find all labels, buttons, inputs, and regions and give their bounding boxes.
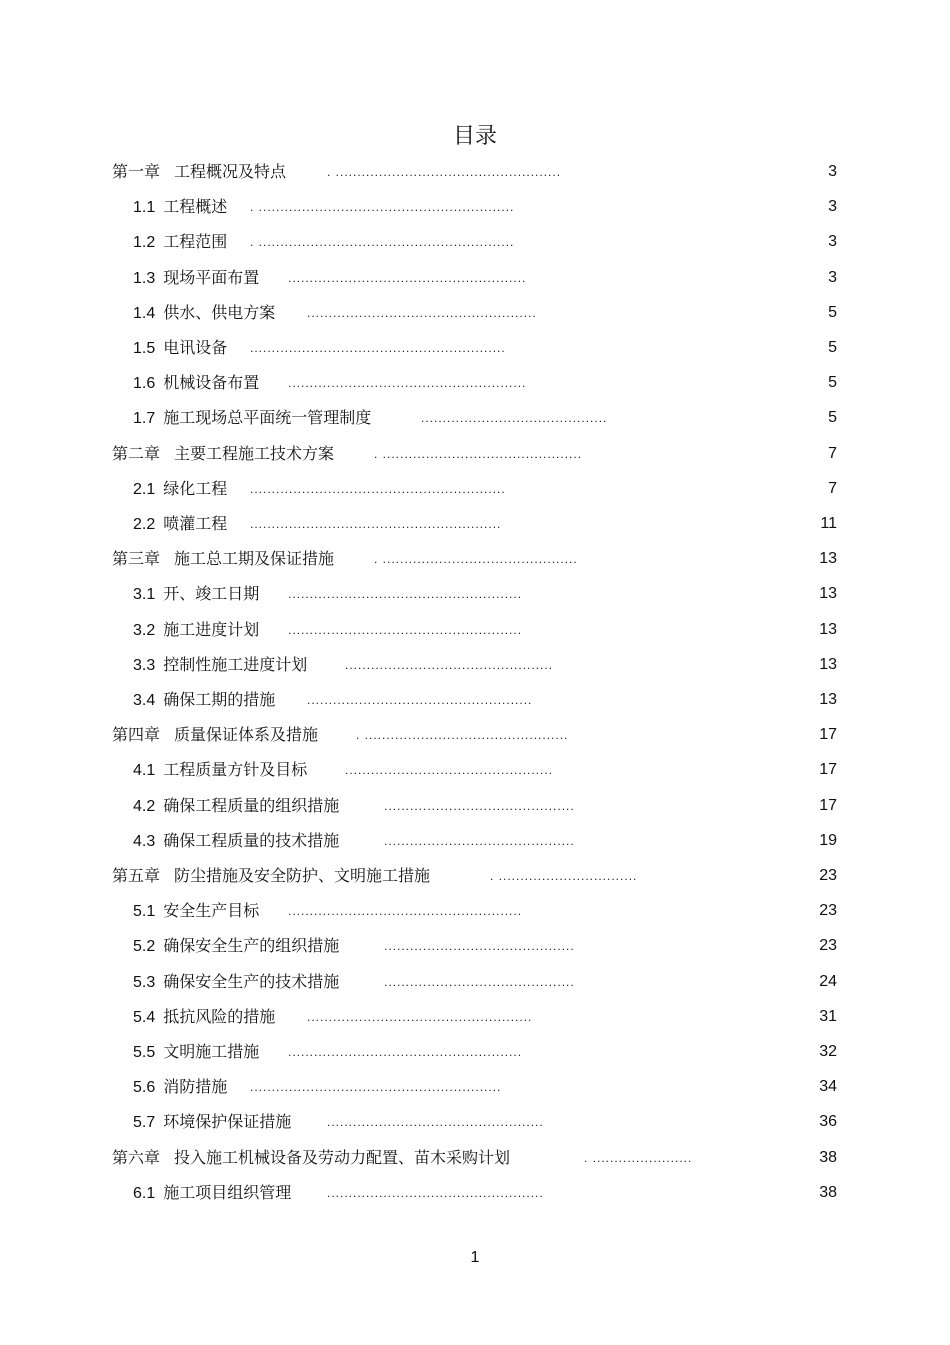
toc-entry-number: 3.3: [133, 656, 156, 674]
toc-entry-title: 控制性施工进度计划: [163, 654, 308, 674]
toc-dot-leader: ......................................................: [288, 622, 523, 637]
toc-section-entry[interactable]: [0, 512, 950, 536]
toc-entry-number: 5.4: [133, 1008, 156, 1026]
toc-entry-title: 环境保护保证措施: [163, 1112, 292, 1132]
toc-entry-title: 质量保证体系及措施: [174, 725, 319, 745]
toc-entry-number: 第四章: [112, 727, 161, 745]
toc-entry-number: 5.7: [133, 1114, 156, 1132]
toc-page-number: 5: [828, 374, 837, 392]
toc-section-entry[interactable]: [0, 195, 950, 219]
toc-dot-leader: ......................................................: [288, 587, 523, 602]
toc-entry-title: 文明施工措施: [163, 1042, 260, 1061]
toc-chapter-entry[interactable]: [0, 864, 950, 888]
toc-dot-leader: .......................................................: [288, 270, 527, 285]
toc-entry-label: [133, 1040, 259, 1065]
toc-entry-number: 1.2: [133, 234, 156, 252]
toc-entry-title: 供水、供电方案: [163, 302, 276, 322]
toc-entry-number: 5.2: [133, 938, 156, 956]
page-title: 目录: [452, 124, 497, 149]
toc-page-number: 34: [819, 1078, 837, 1096]
toc-section-entry[interactable]: [0, 371, 950, 395]
toc-dot-leader: ..................................................: [327, 1115, 544, 1130]
toc-dot-leader: ............................................: [384, 939, 575, 954]
toc-dot-leader: ......................................................: [288, 1045, 523, 1059]
toc-entry-number: 1.4: [133, 304, 156, 322]
page-number: 1: [470, 1249, 480, 1266]
toc-entry-label: [112, 723, 318, 748]
toc-entry-title: 施工现场总平面统一管理制度: [163, 408, 372, 428]
toc-entry-label: [133, 301, 275, 326]
toc-entry-number: 5.5: [133, 1044, 156, 1061]
toc-entry-title: 投入施工机械设备及劳动力配置、苗木采购计划: [174, 1147, 511, 1167]
toc-page-number: 23: [819, 867, 837, 884]
toc-entry-number: 第五章: [112, 868, 161, 885]
toc-section-entry[interactable]: [0, 688, 950, 712]
toc-dot-leader: . .............................................: [374, 552, 578, 567]
toc-dot-leader: ...........................................................: [250, 481, 506, 496]
toc-entry-number: 第一章: [112, 164, 161, 181]
toc-dot-leader: ............................................: [384, 974, 575, 989]
toc-entry-title: 施工项目组织管理: [163, 1182, 292, 1202]
toc-section-entry[interactable]: [0, 230, 950, 254]
toc-chapter-entry[interactable]: [0, 1146, 950, 1170]
toc-section-entry[interactable]: [0, 582, 950, 606]
toc-entry-label: [133, 336, 227, 361]
toc-entry-title: 确保工期的措施: [163, 690, 276, 709]
toc-entry-number: 3.1: [133, 586, 156, 604]
toc-page-number: 13: [819, 655, 837, 673]
toc-dot-leader: . ................................: [490, 869, 638, 883]
toc-dot-leader: . .......................: [584, 1150, 693, 1165]
toc-page-number: 36: [819, 1113, 837, 1131]
toc-entry-label: [112, 864, 430, 889]
toc-page-number: 13: [819, 550, 837, 568]
toc-section-entry[interactable]: [0, 618, 950, 642]
toc-entry-title: 确保安全生产的组织措施: [163, 936, 340, 956]
toc-section-entry[interactable]: [0, 406, 950, 430]
toc-entry-label: [133, 653, 307, 678]
toc-entry-title: 现场平面布置: [163, 267, 260, 287]
toc-entry-label: [133, 230, 227, 255]
toc-dot-leader: ...........................................................: [250, 341, 506, 355]
toc-section-entry[interactable]: [0, 266, 950, 290]
toc-entry-label: [133, 758, 307, 783]
toc-dot-leader: ..................................................: [327, 1185, 544, 1200]
toc-entry-label: [133, 371, 259, 396]
toc-entry-number: 5.3: [133, 973, 156, 991]
toc-entry-title: 确保工程质量的技术措施: [163, 830, 340, 850]
toc-entry-label: [133, 1181, 291, 1206]
toc-entry-number: 2.1: [133, 480, 156, 498]
toc-entry-number: 4.2: [133, 797, 156, 815]
toc-entry-number: 3.2: [133, 621, 156, 639]
toc-page-number: 23: [819, 937, 837, 955]
toc-entry-number: 第六章: [112, 1149, 161, 1167]
toc-entry-title: 施工总工期及保证措施: [174, 549, 335, 569]
toc-entry-number: 1.1: [133, 199, 156, 217]
toc-entry-number: 5.6: [133, 1079, 156, 1097]
toc-dot-leader: ................................................: [345, 657, 554, 672]
toc-entry-label: [133, 688, 275, 713]
toc-dot-leader: . ...........................................................: [250, 235, 515, 250]
toc-entry-number: 3.4: [133, 692, 156, 709]
toc-entry-title: 消防措施: [163, 1077, 228, 1097]
toc-entry-number: 1.3: [133, 269, 156, 287]
toc-page-number: 24: [819, 972, 837, 990]
toc-section-entry[interactable]: [0, 653, 950, 677]
toc-section-entry[interactable]: [0, 934, 950, 958]
toc-entry-title: 确保安全生产的技术措施: [163, 971, 340, 991]
toc-entry-label: [133, 794, 339, 819]
toc-dot-leader: ..........................................................: [250, 517, 502, 531]
toc-entry-title: 工程范围: [163, 232, 228, 252]
toc-entry-title: 机械设备布置: [163, 373, 260, 393]
toc-page-number: 38: [819, 1183, 837, 1201]
toc-entry-number: 第三章: [112, 551, 161, 569]
toc-dot-leader: ................................................: [345, 763, 554, 778]
toc-entry-number: 5.1: [133, 903, 156, 921]
toc-section-entry[interactable]: [0, 301, 950, 325]
toc-dot-leader: . ...............................................: [356, 728, 569, 743]
toc-entry-label: [133, 1110, 291, 1135]
toc-entry-title: 工程概况及特点: [174, 162, 287, 181]
toc-page-number: 13: [819, 620, 837, 638]
toc-page-number: 7: [828, 479, 837, 497]
toc-section-entry[interactable]: [0, 899, 950, 923]
toc-entry-label: [133, 512, 227, 537]
toc-dot-leader: ............................................: [384, 833, 575, 848]
toc-page-number: 3: [828, 268, 837, 286]
toc-entry-label: [133, 195, 227, 220]
toc-section-entry[interactable]: [0, 1075, 950, 1099]
toc-dot-leader: ....................................................: [307, 693, 533, 707]
toc-entry-label: [133, 970, 339, 995]
toc-entry-label: [112, 442, 334, 467]
toc-section-entry[interactable]: [0, 336, 950, 360]
toc-entry-label: [112, 547, 334, 572]
toc-section-entry[interactable]: [0, 1181, 950, 1205]
toc-entry-title: 防尘措施及安全防护、文明施工措施: [174, 866, 431, 885]
toc-dot-leader: .....................................................: [307, 305, 537, 320]
toc-entry-label: [133, 582, 259, 607]
toc-section-entry[interactable]: [0, 1005, 950, 1029]
toc-page-number: 13: [819, 691, 837, 708]
toc-section-entry[interactable]: [0, 794, 950, 818]
toc-chapter-entry[interactable]: [0, 442, 950, 466]
toc-dot-leader: ......................................................: [288, 904, 523, 919]
toc-page-number: 5: [828, 303, 837, 321]
toc-chapter-entry[interactable]: [0, 547, 950, 571]
toc-entry-number: 2.2: [133, 516, 156, 533]
toc-entry-title: 喷灌工程: [163, 514, 228, 533]
toc-dot-leader: ............................................: [384, 798, 575, 813]
toc-entry-label: [133, 899, 259, 924]
toc-entry-label: [133, 477, 227, 502]
toc-entry-number: 4.1: [133, 762, 156, 780]
toc-page-number: 5: [828, 409, 837, 427]
toc-page-number: 11: [820, 515, 837, 532]
toc-entry-number: 4.3: [133, 832, 156, 850]
toc-entry-number: 1.7: [133, 410, 156, 428]
toc-page-number: 23: [819, 902, 837, 920]
toc-section-entry[interactable]: [0, 477, 950, 501]
toc-entry-title: 抵抗风险的措施: [163, 1006, 276, 1026]
toc-page-number: 31: [819, 1007, 837, 1025]
toc-page-number: 13: [819, 585, 837, 603]
toc-page-number: 7: [828, 444, 837, 462]
toc-entry-label: [112, 160, 286, 185]
toc-page-number: 19: [819, 831, 837, 849]
toc-section-entry[interactable]: [0, 1040, 950, 1064]
toc-entry-label: [133, 934, 339, 959]
toc-page-number: 3: [828, 233, 837, 251]
toc-entry-title: 工程质量方针及目标: [163, 760, 308, 780]
toc-entry-label: [133, 829, 339, 854]
toc-page-number: 32: [819, 1043, 837, 1060]
toc-entry-title: 绿化工程: [163, 478, 228, 498]
toc-entry-label: [133, 618, 259, 643]
toc-page-number: 17: [819, 796, 837, 814]
toc-page-number: 3: [828, 198, 837, 216]
toc-page-number: 5: [828, 339, 837, 356]
toc-dot-leader: . ...........................................................: [250, 200, 515, 215]
toc-dot-leader: .......................................................: [288, 376, 527, 391]
toc-entry-number: 第二章: [112, 445, 161, 463]
toc-section-entry[interactable]: [0, 758, 950, 782]
toc-entry-number: 6.1: [133, 1184, 156, 1202]
toc-entry-label: [112, 1146, 510, 1171]
toc-entry-number: 1.5: [133, 340, 156, 357]
toc-page-number: 38: [819, 1148, 837, 1166]
toc-entry-title: 电讯设备: [163, 338, 228, 357]
toc-dot-leader: . ..............................................: [374, 446, 583, 461]
toc-section-entry[interactable]: [0, 1110, 950, 1134]
toc-chapter-entry[interactable]: [0, 160, 950, 184]
toc-entry-title: 主要工程施工技术方案: [174, 443, 335, 463]
toc-entry-title: 开、竣工日期: [163, 584, 260, 604]
toc-section-entry[interactable]: [0, 970, 950, 994]
toc-dot-leader: ..........................................................: [250, 1080, 502, 1095]
toc-page-number: 3: [828, 163, 837, 180]
toc-entry-title: 确保工程质量的组织措施: [163, 795, 340, 815]
toc-entry-label: [133, 266, 259, 291]
toc-dot-leader: ...........................................: [421, 411, 608, 426]
toc-entry-title: 安全生产目标: [163, 901, 260, 921]
toc-entry-title: 工程概述: [163, 197, 228, 217]
toc-section-entry[interactable]: [0, 829, 950, 853]
toc-entry-label: [133, 1005, 275, 1030]
toc-dot-leader: . ....................................................: [327, 165, 562, 179]
toc-page-number: 17: [819, 761, 837, 779]
toc-entry-label: [133, 1075, 227, 1100]
toc-entry-title: 施工进度计划: [163, 619, 260, 639]
toc-entry-label: [133, 406, 371, 431]
toc-chapter-entry[interactable]: [0, 723, 950, 747]
toc-page-number: 17: [819, 726, 837, 744]
toc-entry-number: 1.6: [133, 375, 156, 393]
toc-dot-leader: ....................................................: [307, 1009, 533, 1024]
